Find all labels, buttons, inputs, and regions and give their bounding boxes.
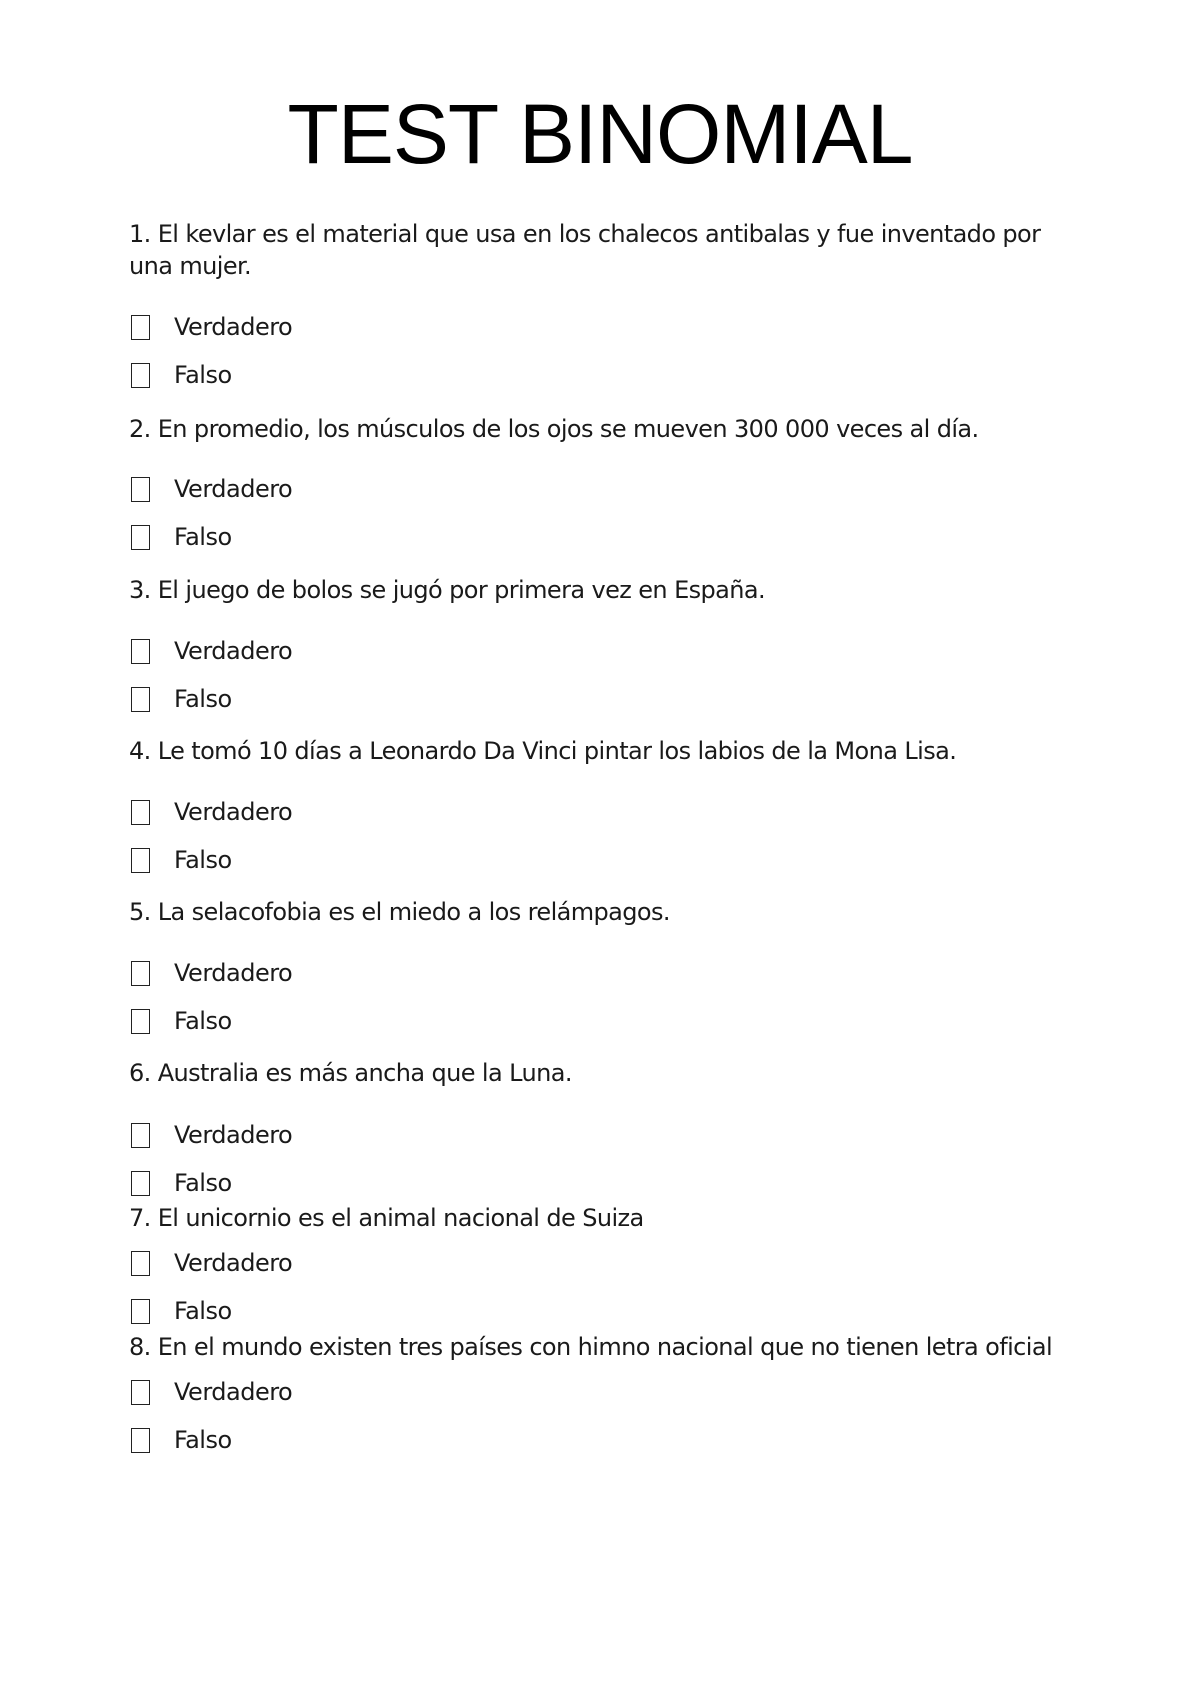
question-2-option-verdadero[interactable]	[131, 474, 292, 504]
question-5-text: 5. La selacofobia es el miedo a los relámpagos.	[129, 898, 670, 926]
question-3-text: 3. El juego de bolos se jugó por primera vez en España.	[129, 576, 766, 604]
checkbox[interactable]	[131, 1428, 150, 1453]
option-label: Falso	[174, 1007, 232, 1035]
question-7-text: 7. El unicornio es el animal nacional de Suiza	[129, 1204, 644, 1232]
option-label: Verdadero	[174, 313, 293, 341]
checkbox[interactable]	[131, 1009, 150, 1034]
checkbox[interactable]	[131, 961, 150, 986]
option-label: Verdadero	[174, 1378, 293, 1406]
checkbox[interactable]	[131, 848, 150, 873]
question-3-option-falso[interactable]	[131, 684, 232, 714]
checkbox[interactable]	[131, 1171, 150, 1196]
option-label: Verdadero	[174, 1249, 293, 1277]
option-label: Verdadero	[174, 798, 293, 826]
question-6-option-falso[interactable]	[131, 1168, 232, 1198]
question-6-option-verdadero[interactable]	[131, 1120, 292, 1150]
question-6-text: 6. Australia es más ancha que la Luna.	[129, 1059, 572, 1087]
question-7-option-verdadero[interactable]	[131, 1248, 292, 1278]
option-label: Falso	[174, 1426, 232, 1454]
page-title: TEST BINOMIAL	[287, 87, 913, 181]
question-1-option-falso[interactable]	[131, 360, 232, 390]
checkbox[interactable]	[131, 800, 150, 825]
question-8-option-verdadero[interactable]	[131, 1377, 292, 1407]
question-2-text: 2. En promedio, los músculos de los ojos se mueven 300 000 veces al día.	[129, 415, 979, 443]
option-label: Falso	[174, 846, 232, 874]
checkbox[interactable]	[131, 363, 150, 388]
question-1-option-verdadero[interactable]	[131, 312, 292, 342]
checkbox[interactable]	[131, 1380, 150, 1405]
option-label: Falso	[174, 1169, 232, 1197]
question-5-option-verdadero[interactable]	[131, 958, 292, 988]
question-4-option-verdadero[interactable]	[131, 797, 292, 827]
question-4-text: 4. Le tomó 10 días a Leonardo Da Vinci pintar los labios de la Mona Lisa.	[129, 737, 957, 765]
checkbox[interactable]	[131, 687, 150, 712]
checkbox[interactable]	[131, 1251, 150, 1276]
option-label: Falso	[174, 361, 232, 389]
checkbox[interactable]	[131, 477, 150, 502]
question-5-option-falso[interactable]	[131, 1006, 232, 1036]
option-label: Verdadero	[174, 475, 293, 503]
question-7-option-falso[interactable]	[131, 1296, 232, 1326]
checkbox[interactable]	[131, 525, 150, 550]
option-label: Verdadero	[174, 1121, 293, 1149]
question-3-option-verdadero[interactable]	[131, 636, 292, 666]
option-label: Falso	[174, 685, 232, 713]
option-label: Falso	[174, 1297, 232, 1325]
option-label: Verdadero	[174, 637, 293, 665]
question-1-text: 1. El kevlar es el material que usa en los chalecos antibalas y fue inventado por una mujer.	[129, 220, 1041, 280]
checkbox[interactable]	[131, 1299, 150, 1324]
option-label: Falso	[174, 523, 232, 551]
question-4-option-falso[interactable]	[131, 845, 232, 875]
question-8-option-falso[interactable]	[131, 1425, 232, 1455]
checkbox[interactable]	[131, 1123, 150, 1148]
option-label: Verdadero	[174, 959, 293, 987]
checkbox[interactable]	[131, 639, 150, 664]
question-8-text: 8. En el mundo existen tres países con himno nacional que no tienen letra oficial	[129, 1333, 1053, 1361]
checkbox[interactable]	[131, 315, 150, 340]
question-2-option-falso[interactable]	[131, 522, 232, 552]
